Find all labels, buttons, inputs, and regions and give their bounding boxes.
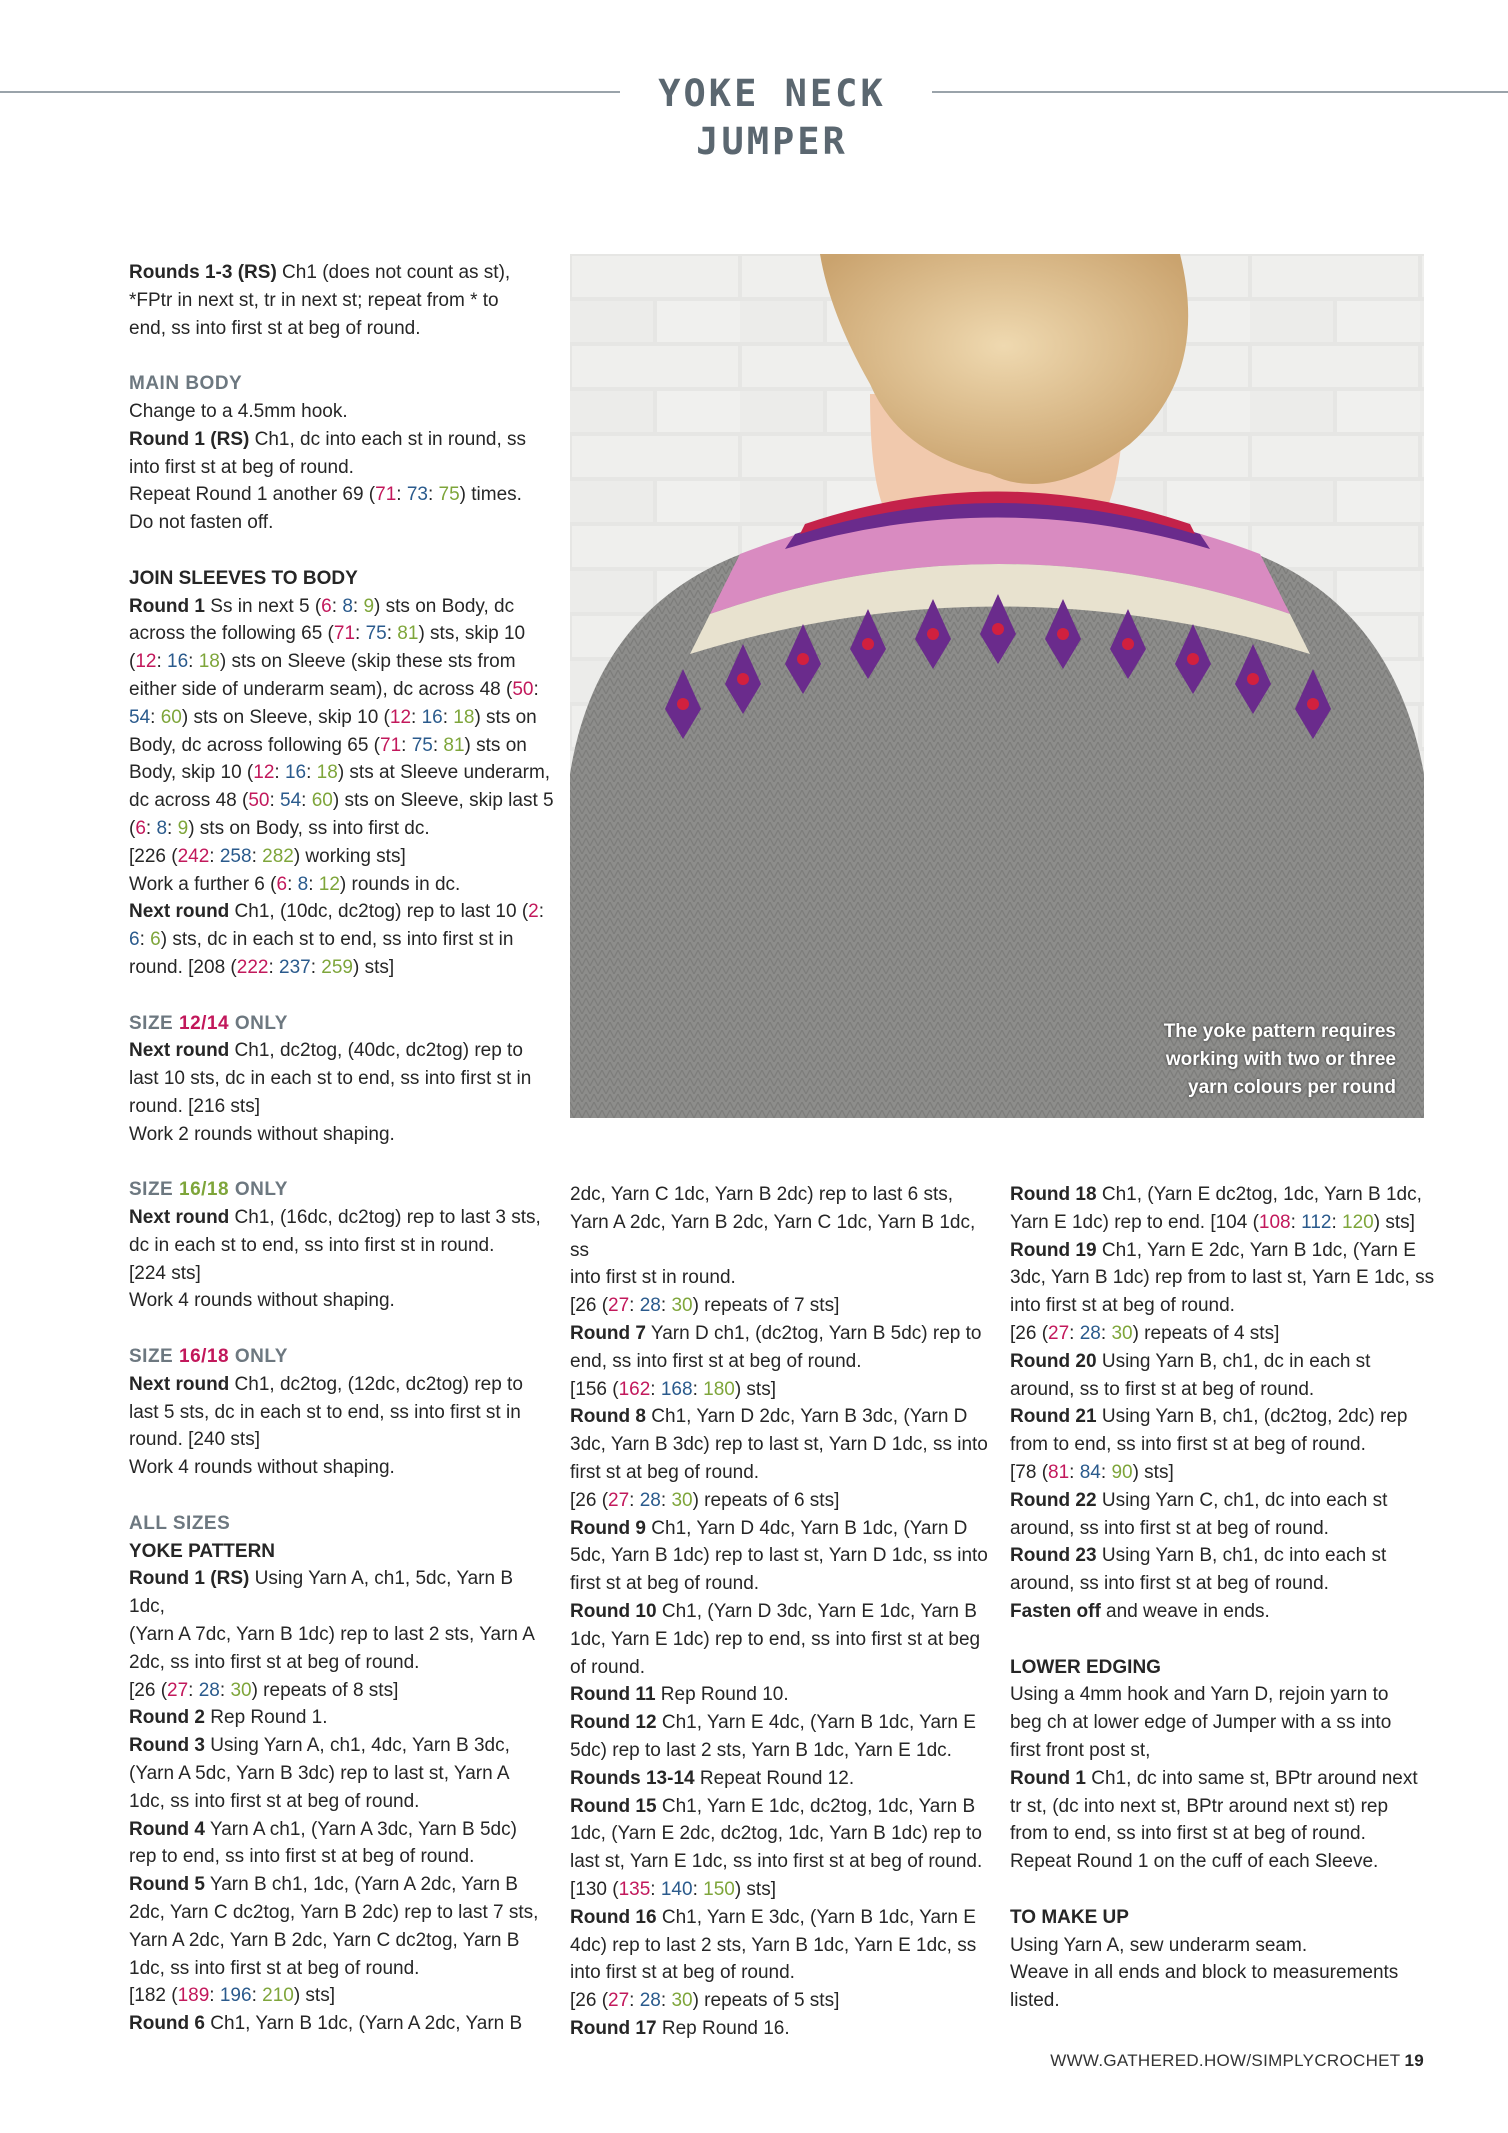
- column-2: 2dc, Yarn C 1dc, Yarn B 2dc) rep to last 6 sts, Yarn A 2dc, Yarn B 2dc, Yarn C 1dc, Yarn B 1dc, ss into first st in round. [26 (27: 28: 30) repeats of 7 sts] Round 7 Yarn D ch1, (dc2tog, Yarn B 5dc) rep to end, ss into first st at beg of round. [156 (162: 168: 180) sts] Round 8 Ch1, Yarn D 2dc, Yarn B 3dc, (Yarn D 3dc, Yarn B 3dc) rep to last st, Yarn D 1dc, ss into first st at beg of round. [26 (27: 28: 30) repeats of 6 sts] Round 9 Ch1, Yarn D 4dc, Yarn B 1dc, (Yarn D 5dc, Yarn B 1dc) rep to last st, Yarn D 1dc, ss into first st at beg of round. Round 10 Ch1, (Yarn D 3dc, Yarn E 1dc, Yarn B 1dc, Yarn E 1dc) rep to end, ss into first st at beg of round. Round 11 Rep Round 10. Round 12 Ch1, Yarn E 4dc, (Yarn B 1dc, Yarn E 5dc) rep to last 2 sts, Yarn B 1dc, Yarn E 1dc. Rounds 13-14 Repeat Round 12. Round 15 Ch1, Yarn E 1dc, dc2tog, 1dc, Yarn B 1dc, (Yarn E 2dc, dc2tog, 1dc, Yarn B 1dc) rep to last st, Yarn E 1dc, ss into first st at beg of round. [130 (135: 140: 150) sts] Round 16 Ch1, Yarn E 3dc, (Yarn B 1dc, Yarn E 4dc) rep to last 2 sts, Yarn B 1dc, Yarn E 1dc, ss into first st at beg of round. [26 (27: 28: 30) repeats of 5 sts] Round 17 Rep Round 16.: [570, 1184, 988, 2039]
- size-16-18-heading: SIZE 16/18 ONLY: [129, 1179, 288, 1201]
- size-12-14-heading: SIZE 12/14 ONLY: [129, 1012, 288, 1034]
- sweater-illustration: [570, 254, 1424, 1118]
- sweater-photo: [570, 254, 1424, 1118]
- page-title: YOKE NECK JUMPER: [658, 72, 886, 163]
- footer-url[interactable]: WWW.GATHERED.HOW/SIMPLYCROCHET: [1050, 2051, 1401, 2070]
- footer: [1050, 2051, 1424, 2071]
- to-make-up-heading: TO MAKE UP: [1010, 1906, 1129, 1928]
- lower-edging-heading: LOWER EDGING: [1010, 1656, 1161, 1678]
- yoke-pattern-heading: YOKE PATTERN: [129, 1540, 276, 1562]
- join-sleeves-heading: JOIN SLEEVES TO BODY: [129, 567, 358, 589]
- all-sizes-heading: ALL SIZES: [129, 1512, 231, 1534]
- size-16-18-heading-2: SIZE 16/18 ONLY: [129, 1346, 288, 1368]
- photo-caption: The yoke pattern requires working with two or three yarn colours per round: [1163, 1021, 1396, 1098]
- page-number: 19: [1404, 2051, 1424, 2070]
- header-rule-right: [932, 91, 1508, 93]
- main-body-heading: MAIN BODY: [129, 373, 243, 395]
- header-rule-left: [0, 91, 620, 93]
- rounds-1-3: Rounds 1-3 (RS) Ch1 (does not count as st),: [129, 262, 511, 283]
- column-1: Rounds 1-3 (RS) Ch1 (does not count as st), *FPtr in next st, tr in next st; repeat from * to end, ss into first st at beg of round. MAIN BODY Change to a 4.5mm hook. Round 1 (RS) Ch1, dc into each st in round, ss into first st at beg of round. Repeat Round 1 another 69 (71: 73: 75) times. Do not fasten off. JOIN SLEEVES TO BODY Round 1 Ss in next 5 (6: 8: 9) sts on Body, dc across the following 65 (71: 75: 81) sts, skip 10 (12: 16: 18) sts on Sleeve (skip these sts from either side of underarm seam), dc across 48 (50: 54: 60) sts on Sleeve, skip 10 (12: 16: 18) sts on Body, dc across following 65 (71: 75: 81) sts on Body, skip 10 (12: 16: 18) sts at Sleeve underarm, dc across 48 (50: 54: 60) sts on Sleeve, skip last 5 (6: 8: 9) sts on Body, ss into first dc. [226 (242: 258: 282) working sts] Work a further 6 (6: 8: 12) rounds in dc. Next round Ch1, (10dc, dc2tog) rep to last 10 (2: 6: 6) sts, dc in each st to end, ss into first st in round. [208 (222: 237: 259) sts] SIZE 12/14 ONLY Next round Ch1, dc2tog, (40dc, dc2tog) rep to last 10 sts, dc in each st to end, ss into first st in round. [216 sts] Work 2 rounds without shaping. SIZE 16/18 ONLY Next round Ch1, (16dc, dc2tog) rep to last 3 sts, dc in each st to end, ss into first st in round. [224 sts] Work 4 rounds without shaping. SIZE 16/18 ONLY Next round Ch1, dc2tog, (12dc, dc2tog) rep to last 5 sts, dc in each st to end, ss into first st in round. [240 sts] Work 4 rounds without shaping. ALL SIZES YOKE PATTERN Round 1 (RS) Using Yarn A, ch1, 5dc, Yarn B 1dc, (Yarn A 7dc, Yarn B 1dc) rep to last 2 sts, Yarn A 2dc, ss into first st at beg of round. [26 (27: 28: 30) repeats of 8 sts] Round 2 Rep Round 1. Round 3 Using Yarn A, ch1, 4dc, Yarn B 3dc, (Yarn A 5dc, Yarn B 3dc) rep to last st, Yarn A 1dc, ss into first st at beg of round. Round 4 Yarn A ch1, (Yarn A 3dc, Yarn B 5dc) rep to end, ss into first st at beg of round. Round 5 Yarn B ch1, 1dc, (Yarn A 2dc, Yarn B 2dc, Yarn C dc2tog, Yarn B 2dc) rep to last 7 sts, Yarn A 2dc, Yarn B 2dc, Yarn C dc2tog, Yarn B 1dc, ss into first st at beg of round. [182 (189: 196: 210) sts] Round 6 Ch1, Yarn B 1dc, (Yarn A 2dc, Yarn B: [129, 259, 554, 2038]
- column-3: Round 18 Ch1, (Yarn E dc2tog, 1dc, Yarn B 1dc, Yarn E 1dc) rep to end. [104 (108: 112: 120) sts] Round 19 Ch1, Yarn E 2dc, Yarn B 1dc, (Yarn E 3dc, Yarn B 1dc) rep from to last st, Yarn E 1dc, ss into first st at beg of round. [26 (27: 28: 30) repeats of 4 sts] Round 20 Using Yarn B, ch1, dc in each st around, ss to first st at beg of round. Round 21 Using Yarn B, ch1, (dc2tog, 2dc) rep from to end, ss into first st at beg of round. [78 (81: 84: 90) sts] Round 22 Using Yarn C, ch1, dc into each st around, ss into first st at beg of round. Round 23 Using Yarn B, ch1, dc into each st around, ss into first st at beg of round. Fasten off and weave in ends. LOWER EDGING Using a 4mm hook and Yarn D, rejoin yarn to beg ch at lower edge of Jumper with a ss into first front post st, Round 1 Ch1, dc into same st, BPtr around next tr st, (dc into next st, BPtr around next st) rep from to end, ss into first st at beg of round. Repeat Round 1 on the cuff of each Sleeve. TO MAKE UP Using Yarn A, sew underarm seam. Weave in all ends and block to measurements listed.: [1010, 1184, 1435, 2012]
